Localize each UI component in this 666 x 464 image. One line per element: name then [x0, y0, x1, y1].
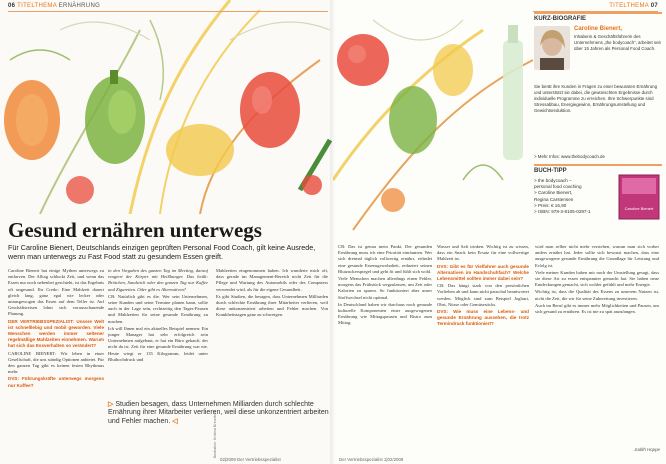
- book-line: Regina Carstensen: [534, 196, 574, 202]
- bio-sidebar: [534, 12, 662, 452]
- text-column-1: [8, 268, 104, 456]
- book-line: > Preis: € 16,90: [534, 202, 567, 208]
- paragraph: Wasser und Saft trinken. Wichtig ist zu wissen, dass ein Snack kein Ersatz für eine vollwertige Mahlzeit ist.: [437, 244, 529, 262]
- paragraph: CB: Natürlich gibt es die. Wer sein Unternehmen, seine Kunden und seine Termine planen kann, sollte auch in der Lage sein, rechtzeitig den Tages-Pausen und Mahlzeiten für seine gesunde Ernährung zu machen.: [108, 293, 208, 324]
- book-cover-text: Caroline Bienert: [624, 206, 654, 211]
- topic-label: ERNÄHRUNG: [58, 3, 101, 9]
- article-title: Gesund ernähren unterwegs: [8, 218, 262, 242]
- article-lead: Für Caroline Bienert, Deutschlands einzigen geprüften Personal Food Coach, gilt keine Ausrede, wenn man unterwegs zu Fast Food statt zu gesundem Essen greift.: [8, 243, 316, 261]
- answer: CAROLINE BIENERT: Wir leben in einer Gesellschaft, die uns ständig Optionen anbietet. Für den ganzen Tag gibt es keinen festen Rhythmus mehr.: [8, 350, 104, 375]
- author-signature: Judith Hoppe: [634, 447, 660, 452]
- text-column-4: [338, 244, 432, 444]
- paragraph: Wichtig ist, dass die Qualität des Essens zu unserem Nutzen ist, nicht die Zeit, die wir für seine Zubereitung investieren.: [535, 289, 659, 301]
- paragraph: Caroline Bienert hat einige Mythen unterwegs zu entlarven. Der Alltag schluckt Zeit, und wenn das Essen nur noch nebenbei geschieht, ist das Ergebnis oft ungesund. Ihr Credo: Eine Mahlzeit dauert gleich lang, ganz egal wie lecker oder unausgewogen das Essen auf dem Teller ist. Auf Geschäftsreisen lohnt sich vorausschauende Planung.: [8, 268, 104, 317]
- book-line: > the bodycoach –: [534, 178, 572, 183]
- paragraph: Ich will Ihnen mal ein aktuelles Beispiel nennen: Ein junger Manager hat sehr erfolgreich sein Unternehmen aufgebaut, er hat ein Büro gekauft, der nicht da ist. Zeit für eine gesunde Ernährung war nie. Heute wiegt er 135 Kilogramm, leidet unter Bluthochdruck und: [108, 325, 208, 362]
- answer: CB: Das hängt stark von den persönlichen Vorlieben ab und kann nicht pauschal beantwortet werden. Möglich sind zum Beispiel Joghurt, Obst, Nüsse oder Gemüsesticks.: [437, 283, 529, 307]
- spread-gutter: [330, 0, 336, 464]
- footer-left: 02|2009 Der Vertriebsspezialist: [220, 457, 281, 462]
- author-photo: [534, 26, 570, 70]
- question: DVS: Führungskräfte unterwegs morgens nur Kaffee?: [8, 376, 104, 388]
- book-cover: [618, 174, 660, 220]
- paragraph: wird man selber nicht mehr verstehen, warum man sich vorher anders ernährt hat. Jeder sollte sich bewusst machen, dass eine ausgewogene gesunde Ernährung die Grundlage für Leistung und Erfolg ist.: [535, 244, 659, 268]
- question: DVS: Gibt es für Vielfahrer auch gesunde Alternativen im Handschuhfach? Welche Lebensmittel sollten immer dabei sein?: [437, 263, 529, 282]
- question: DVS: Wie muss eine Lebens- und gesunde Ernährung aussehen, die trotz Termindruck funktioniert?: [437, 309, 529, 327]
- book-details: [534, 178, 616, 215]
- vegetable-illustration-left: [0, 0, 333, 214]
- bio-name: Caroline Bienert,: [574, 26, 623, 32]
- paragraph: In Deutschland haben wir durchaus noch gesunde kulturelle Komponenten einer ausgewogenen Ernährung wie Mittagspausen und Bistro zum Mittag.: [338, 301, 432, 326]
- paragraph: Viele Menschen machen allerdings einen Fehler, morgens das Frühstück wegzulassen, um Zeit oder Kalorien zu sparen. So funktioniert aber unser Stoffwechsel nicht optimal.: [338, 276, 432, 300]
- section-label: TITELTHEMA: [609, 3, 649, 9]
- paragraph: Mahlzeiten eingenommen haben. Ich wunderte mich oft, dass gerade im Management-Bereich nicht Zeit für die Pflege und Wartung des Automobils oder des Computers verwendet wird, als für die eigene Gesundheit.: [216, 268, 328, 292]
- paragraph: Viele meiner Kunden haben mir nach der Umstellung gesagt, dass sie diese Art zu essen entspannter gemacht hat. Sie haben neue Entdeckungen gemacht, sich wohler gefühlt und mehr Energie.: [535, 269, 659, 288]
- book-line: personal food coaching: [534, 184, 582, 190]
- paragraph: CB: Das ist genau mein Punkt. Der gesunden Ernährung muss ich eine Priorität einräumen. Wer sich dreimal täglich vollwertig ernährt, erfindet eine gesunde Essensgewohnheit, reduziert seinen Blutzuckerspiegel und geht fit und fühlt sich wohl.: [338, 244, 432, 274]
- page-header-left: [8, 3, 100, 9]
- text-column-5: [437, 244, 529, 444]
- bio-body: Sie berät ihre Kunden in Fragen zu einer bewussten Ernährung und unterstützt sie dabei, die gewünschten Ergebnisse durch individuelle Programme zu erreichen. Ihre Schwerpunkte sind Stressabbau, Energiegewinn, Ernährungsumstellung und Gewichtsreduktion.: [534, 84, 658, 114]
- bio-heading: KURZ-BIOGRAFIE: [534, 12, 662, 22]
- book-line: > ISBN: 978-3-8105-0297-1: [534, 209, 591, 215]
- pull-quote-marker: ▷: [108, 401, 114, 408]
- question: DER VERTRIEBSSPEZIALIST: Unsere Welt ist schnelllebig und mobil geworden. Viele Menschen werden immer seltener regelmäßige Mahlzeiten einnehmen. Warum hat sich das Essverhalten so verändert?: [8, 318, 104, 349]
- bio-link[interactable]: > Mehr Infos: www.thebodycoach.de: [534, 154, 605, 159]
- section-label: TITELTHEMA: [17, 3, 57, 9]
- paragraph: in den Vorgaben des ganzen Tag im Meeting, darauf reagiert der Körper mit Heißhunger. Das heißt: Brötchen, Sandwich oder den ganzen Tag nur Kaffee und Zigaretten. Oder gibt es Alternativen?: [108, 268, 208, 292]
- bio-intro: Inhaberin & Geschäftsführerin des Unternehmens „the bodycoach", arbeitet seit über 15 Jahren als Personal Food Coach.: [574, 34, 661, 52]
- pull-quote-text: Studien besagen, dass Unternehmen Milliarden durch schlechte Ernährung ihrer Mitarbeiter verlieren, weil diese unkonzentriert arbeiten und Fehler machen.: [108, 401, 329, 425]
- text-column-2: [108, 268, 208, 396]
- page-number: 07: [650, 3, 658, 9]
- header-rule: [8, 11, 328, 12]
- vegetable-illustration-right: [333, 0, 533, 240]
- page-number: 06: [8, 3, 16, 9]
- text-column-3: [216, 268, 328, 396]
- illustration-credit: Illustration: Kristina Breunlich: [213, 412, 217, 459]
- pull-quote: [108, 401, 330, 426]
- page-header-right: [609, 3, 658, 9]
- book-line: > Caroline Bienert,: [534, 190, 573, 196]
- paragraph: Es gibt Studien, die besagen, dass Unternehmen Milliarden durch schlechte Ernährung ihrer Mitarbeiter verlieren, weil diese unkonzentriert arbeiten und Fehler machen. Von Krankheitstagen ganz zu schweigen.: [216, 293, 328, 318]
- book-tip-heading: BUCH-TIPP: [534, 164, 662, 174]
- footer-right: Der Vertriebsspezialist 1|02/2009: [339, 457, 404, 462]
- pull-quote-end-marker: ◁: [172, 417, 178, 425]
- paragraph: Auch im Beruf gibt es immer mehr Möglichkeiten und Pausen, um sich gesund zu ernähren. Es ist nie zu spät anzufangen.: [535, 302, 659, 315]
